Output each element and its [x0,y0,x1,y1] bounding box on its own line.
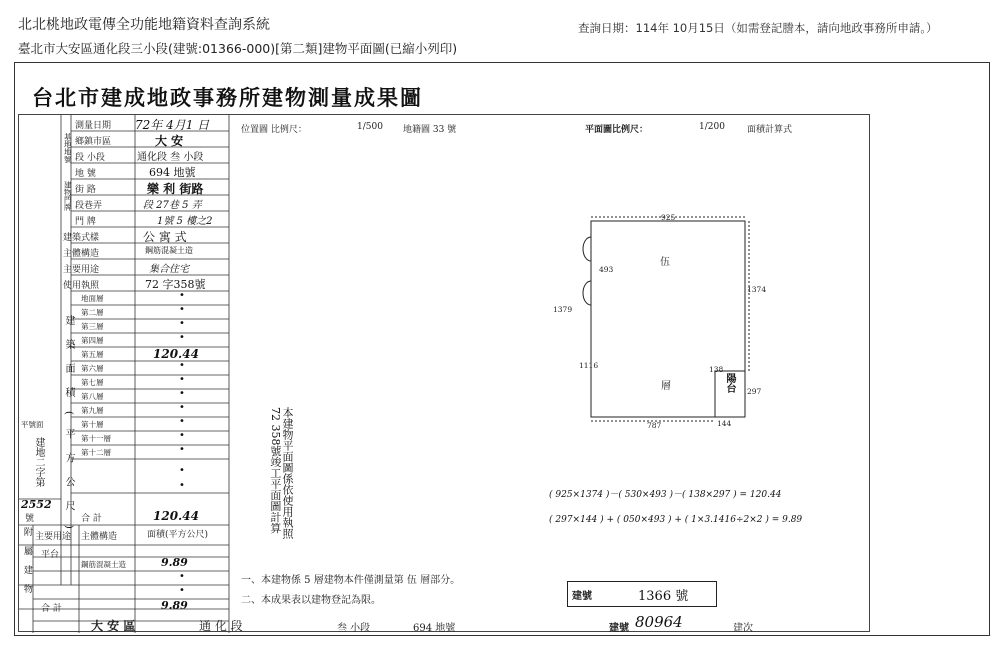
formula-main: ( 925×1374 )－( 530×493 )－( 138×297 ) = 120.44 [549,490,782,500]
empty-dot: • [179,444,185,455]
building-number-value: 1366 號 [638,589,689,604]
note-1: 一、本建物係 5 層建物本件僅測量第 伍 層部分。 [241,575,461,586]
floor5-area: 120.44 [153,347,199,361]
row-label-district: 鄉鎮市區 [75,137,112,147]
building-number-stamp [567,581,717,607]
left-note-suffix: 號 [25,514,35,524]
note-2: 二、本成果表以建物登記為限。 [241,595,381,606]
dim-small-2: 297 [747,387,762,396]
floor-label: 第五層 [81,350,104,359]
floor-label: 第三層 [81,322,104,331]
date-value: 72年 4月1 日 [135,118,210,132]
row-label-style: 建築式樣 [63,233,100,243]
row-value-street: 樂 利 街路 [147,182,204,196]
row-value-section: 通化段 叁 小段 [137,152,204,163]
location-scale-label: 位置圖 比例尺： [241,125,307,135]
dim-small-1: 138 [709,365,724,374]
floor-label: 第六層 [81,364,104,373]
aux-area: 9.89 [161,556,188,569]
plan-scale: 1/200 [699,122,725,132]
empty-dot: • [179,360,185,371]
location-sheet: 地籍圖 33 號 [403,125,457,135]
empty-dot: • [179,318,185,329]
floor-label: 地面層 [81,294,104,303]
floor-label: 第四層 [81,336,104,345]
dim-left-2: 1116 [579,361,599,370]
document-subtitle: 臺北市大安區通化段三小段(建號:01366-000)[第二類]建物平面圖(已縮小列印) [18,41,458,56]
floor-label: 第七層 [81,378,104,387]
vertical-note: 本建物平面圖係依使用執照72 358號竣工平面圖計算 [268,407,294,539]
footer-district: 大 安 區 [91,619,136,633]
row-label-door: 門 牌 [75,217,96,227]
dim-left: 1379 [553,305,573,314]
floor-label: 第二層 [81,308,104,317]
floor-label: 第十二層 [81,448,111,457]
footer-suffix: 建次 [733,623,753,634]
floor-label: 第十一層 [81,434,111,443]
aux-header-structure: 主體構造 [81,532,118,542]
total-area: 120.44 [153,509,199,523]
empty-dot: • [179,465,185,476]
plan-balcony-label: 陽台 [724,373,735,393]
footer-section: 通 化 段 [199,619,243,633]
aux-total-label: 合 計 [41,604,62,614]
dim-top: 925 [661,213,676,222]
empty-dot: • [179,304,185,315]
empty-dot: • [179,416,185,427]
dim-bottom-2: 144 [717,419,732,428]
footer-subsection: 叁 小段 [337,623,371,634]
base-land-label: 基地地號 [63,133,73,163]
aux-header-use: 主要用途 [35,532,72,542]
aux-total-area: 9.89 [161,599,188,612]
row-value-use: 集合住宅 [149,264,189,275]
row-label-structure: 主體構造 [63,249,100,259]
row-value-permit: 72 字358號 [145,278,206,291]
row-label-lot: 地 號 [75,169,96,179]
footer-lot: 694 地號 [413,623,456,634]
row-value-lot: 694 地號 [149,166,196,179]
total-label: 合 計 [81,514,102,524]
empty-dot: • [179,571,185,582]
area-method: 面積計算式 [747,125,793,135]
empty-dot: • [179,332,185,343]
row-label-section: 段 小段 [75,153,105,163]
empty-dot: • [179,480,185,491]
area-section-label: 建築面積(平方公尺) [63,315,74,543]
floor-label: 第九層 [81,406,104,415]
left-note-top: 平號面 [21,420,44,429]
floor-plan [19,115,871,633]
empty-dot: • [179,402,185,413]
row-value-structure: 鋼筋混凝土造 [145,246,193,255]
scanned-plan [18,114,870,632]
building-number-label: 建號 [572,591,592,602]
location-scale: 1/500 [357,122,383,132]
left-note-number: 2552 [21,498,52,511]
row-value-door: 1號 5 樓之2 [157,216,213,227]
footer-building-label: 建號 [609,623,629,634]
document-title: 台北市建成地政事務所建物測量成果圖 [32,85,423,110]
dim-curve: 493 [599,265,614,274]
date-label: 測量日期 [75,121,112,131]
dim-bottom: 787 [647,421,662,430]
dim-right: 1374 [747,285,767,294]
row-value-style: 公 寓 式 [143,230,187,244]
system-title: 北北桃地政電傳全功能地籍資料查詢系統 [18,17,270,33]
plan-floor-label-2: 層 [661,381,671,392]
empty-dot: • [179,585,185,596]
formula-aux: ( 297×144 ) + ( 050×493 ) + ( 1×3.1416÷2×2 ) = 9.89 [549,515,803,525]
aux-side-label: 附屬建物 [21,527,32,603]
left-note: 建地二字第 [33,437,44,487]
aux-use: 平台 [41,550,60,560]
floor-label: 第八層 [81,392,104,401]
row-label-use: 主要用途 [63,265,100,275]
row-label-street: 街 路 [75,185,96,195]
row-label-lane: 段巷弄 [75,201,103,211]
empty-dot: • [179,430,185,441]
floor-label: 第十層 [81,420,104,429]
empty-dot: • [179,388,185,399]
row-label-permit: 使用執照 [63,281,100,291]
aux-header-area: 面積(平方公尺) [147,530,209,540]
query-date: 查詢日期：114年 10月15日（如需登記謄本，請向地政事務所申請。） [578,21,938,35]
address-label: 建物門牌 [63,181,73,211]
row-value-lane: 段 27巷 5 弄 [143,200,202,211]
plan-floor-label: 伍 [660,257,670,268]
row-value-district: 大 安 [155,134,184,148]
empty-dot: • [179,290,185,301]
aux-structure: 鋼筋混凝土造 [81,560,126,569]
empty-dot: • [179,374,185,385]
plan-scale-label: 平面圖比例尺： [585,125,649,135]
footer-building-number: 80964 [635,613,683,631]
